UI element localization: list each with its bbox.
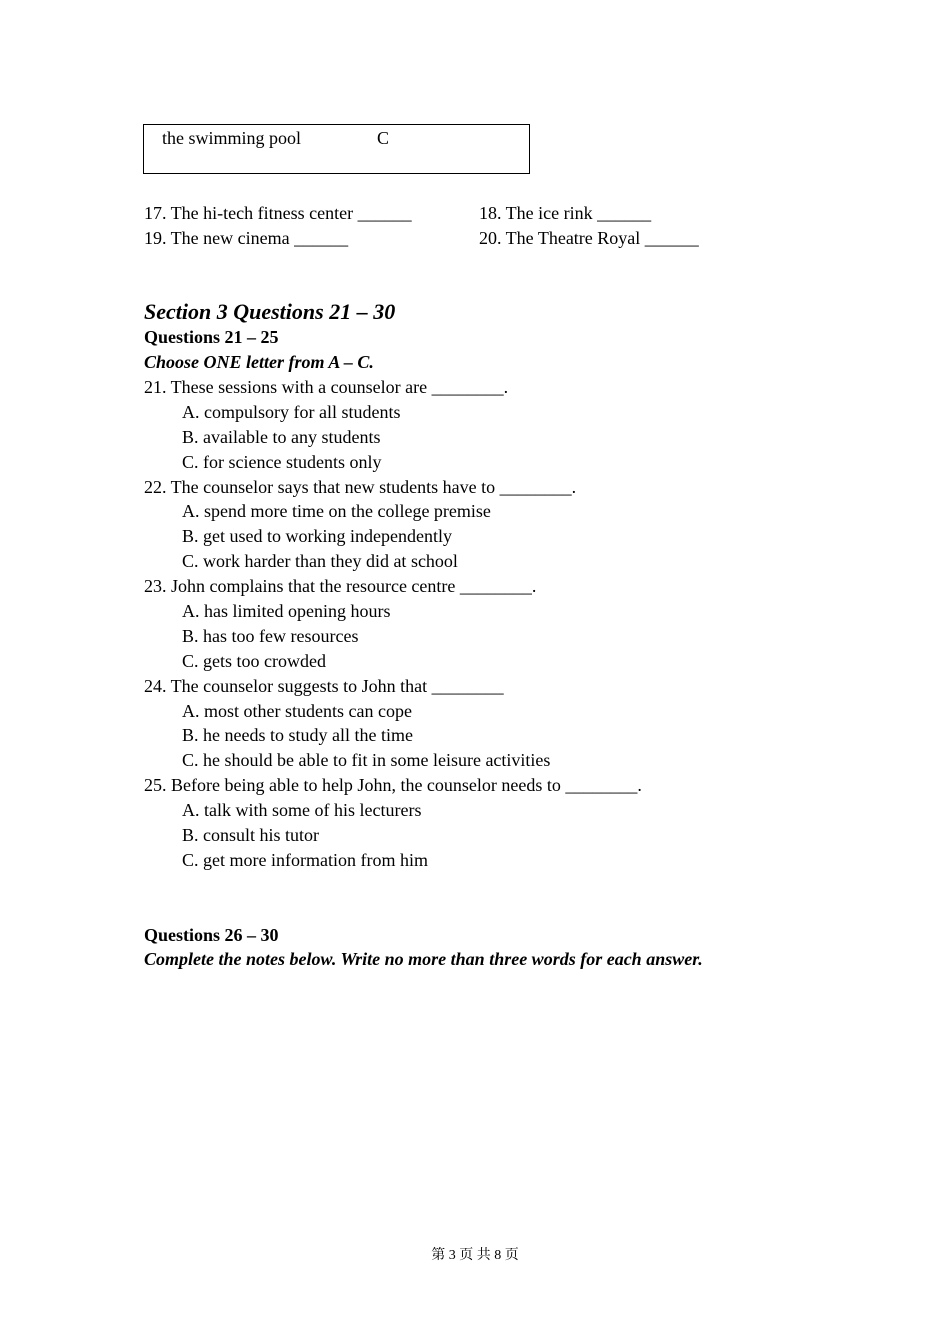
section-title: Section 3 Questions 21 – 30	[144, 299, 396, 324]
box-place-label: the swimming pool	[162, 128, 301, 148]
question-stem: 22. The counselor says that new students have to ________.	[144, 477, 577, 497]
question-option: A. spend more time on the college premise	[182, 501, 491, 521]
group2-instruction: Complete the notes below. Write no more than three words for each answer.	[144, 949, 703, 969]
question-option: B. he needs to study all the time	[182, 725, 413, 745]
matching-item-19: 19. The new cinema ______	[144, 228, 349, 248]
question-option: B. consult his tutor	[182, 825, 320, 845]
question-stem: 23. John complains that the resource centre ________.	[144, 576, 537, 596]
question-option: B. available to any students	[182, 427, 381, 447]
question-option: B. has too few resources	[182, 626, 359, 646]
question-stem: 25. Before being able to help John, the counselor needs to ________.	[144, 775, 642, 795]
answer-box	[143, 124, 530, 174]
question-option: A. talk with some of his lecturers	[182, 800, 422, 820]
question-option: C. work harder than they did at school	[182, 551, 458, 571]
box-place-letter: C	[377, 128, 390, 148]
question-option: C. he should be able to fit in some leisure activities	[182, 750, 551, 770]
matching-item-18: 18. The ice rink ______	[479, 203, 652, 223]
group1-instruction: Choose ONE letter from A – C.	[144, 352, 374, 372]
question-option: C. get more information from him	[182, 850, 428, 870]
question-option: A. has limited opening hours	[182, 601, 391, 621]
question-option: C. for science students only	[182, 452, 382, 472]
matching-item-17: 17. The hi-tech fitness center ______	[144, 203, 412, 223]
question-stem: 24. The counselor suggests to John that ________	[144, 676, 504, 696]
question-option: B. get used to working independently	[182, 526, 452, 546]
group1-heading: Questions 21 – 25	[144, 327, 279, 347]
question-option: A. compulsory for all students	[182, 402, 401, 422]
question-stem: 21. These sessions with a counselor are ________.	[144, 377, 509, 397]
question-option: C. gets too crowded	[182, 651, 326, 671]
page-footer: 第 3 页 共 8 页	[431, 1248, 519, 1263]
question-option: A. most other students can cope	[182, 701, 412, 721]
matching-item-20: 20. The Theatre Royal ______	[479, 228, 699, 248]
group2-heading: Questions 26 – 30	[144, 925, 279, 945]
